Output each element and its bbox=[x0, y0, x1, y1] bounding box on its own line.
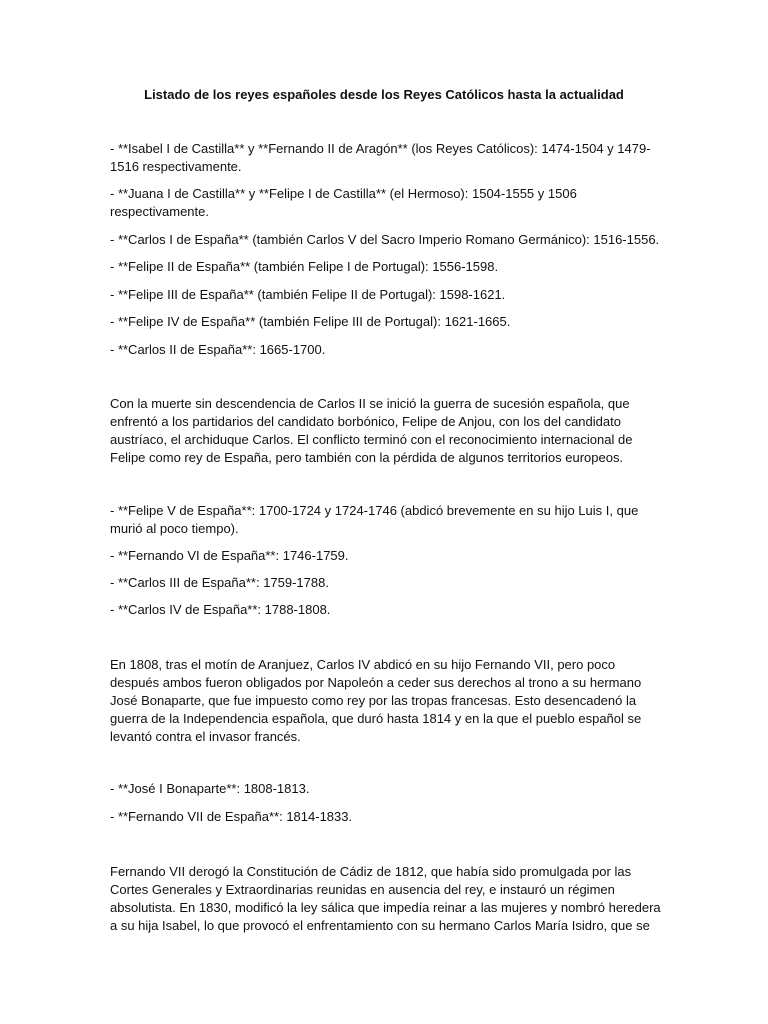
document-title: Listado de los reyes españoles desde los Reyes Católicos hasta la actualidad bbox=[144, 87, 624, 102]
list-item-felipe-iii: - **Felipe III de España** (también Felipe II de Portugal): 1598-1621. bbox=[110, 287, 506, 302]
list-item-fernando-vii: - **Fernando VII de España**: 1814-1833. bbox=[110, 809, 353, 824]
paragraph-independencia: En 1808, tras el motín de Aranjuez, Carlos IV abdicó en su hijo Fernando VII, pero poco después ambos fueron obligados por Napoleón a ceder sus derechos al trono a su hermano José Bonaparte, que fue impuesto como rey por las tropas francesas. Esto desencadenó la guerra de la Independencia española, que duró hasta 1814 y en la que el pueblo español se levantó contra el invasor francés. bbox=[110, 657, 642, 744]
list-item-carlos-i: - **Carlos I de España** (también Carlos V del Sacro Imperio Romano Germánico): 1516-1556. bbox=[110, 232, 660, 247]
list-item-reyes-catolicos: - **Isabel I de Castilla** y **Fernando II de Aragón** (los Reyes Católicos): 1474-1504 y 1479-1516 respectivamente. bbox=[110, 141, 651, 174]
list-item-fernando-vi: - **Fernando VI de España**: 1746-1759. bbox=[110, 548, 349, 563]
list-item-felipe-v: - **Felipe V de España**: 1700-1724 y 1724-1746 (abdicó brevemente en su hijo Luis I, que murió al poco tiempo). bbox=[110, 503, 639, 536]
list-item-carlos-iv: - **Carlos IV de España**: 1788-1808. bbox=[110, 602, 331, 617]
list-item-carlos-iii: - **Carlos III de España**: 1759-1788. bbox=[110, 575, 329, 590]
paragraph-sucesion: Con la muerte sin descendencia de Carlos II se inició la guerra de sucesión española, que enfrentó a los partidarios del candidato borbónico, Felipe de Anjou, con los del candidato austríaco, el archiduque Carlos. El conflicto terminó con el reconocimiento internacional de Felipe como rey de España, pero también con la pérdida de algunos territorios europeos. bbox=[110, 396, 633, 465]
list-item-jose-i: - **José I Bonaparte**: 1808-1813. bbox=[110, 781, 310, 796]
paragraph-constitucion: Fernando VII derogó la Constitución de Cádiz de 1812, que había sido promulgada por las Cortes Generales y Extraordinarias reunidas en ausencia del rey, e instauró un régimen absolutista. En 1830, modificó la ley sálica que impedía reinar a las mujeres y nombró heredera a su hija Isabel, lo que provocó el enfrentamiento con su hermano Carlos María Isidro, que se bbox=[110, 864, 661, 933]
list-item-carlos-ii: - **Carlos II de España**: 1665-1700. bbox=[110, 342, 326, 357]
list-item-felipe-iv: - **Felipe IV de España** (también Felipe III de Portugal): 1621-1665. bbox=[110, 314, 511, 329]
list-item-juana-felipe: - **Juana I de Castilla** y **Felipe I de Castilla** (el Hermoso): 1504-1555 y 1506 respectivamente. bbox=[110, 186, 577, 219]
list-item-felipe-ii: - **Felipe II de España** (también Felipe I de Portugal): 1556-1598. bbox=[110, 259, 499, 274]
